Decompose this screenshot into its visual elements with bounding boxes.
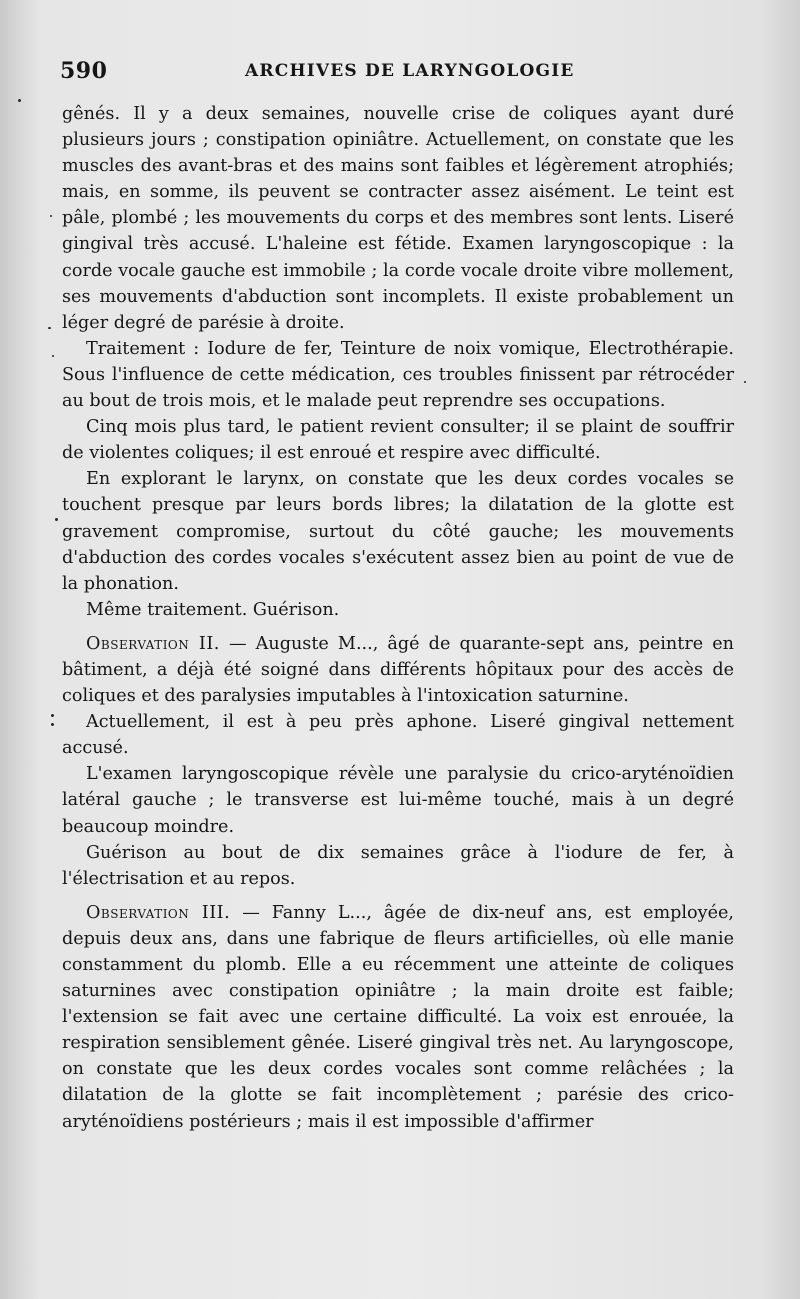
paragraph-recovery: Guérison au bout de dix semaines grâce à l'iodure de fer, à l'électrisation et au repos.: [62, 842, 734, 889]
print-speck: [744, 381, 746, 383]
paragraph-continuation: gênés. Il y a deux semaines, nouvelle crise de coliques ayant duré plusieurs jours ; constipation opiniâtre. Actuellement, on constate que les muscles des avant-bras et des mains sont faibles et légèrement atrophiés; mais, en somme, ils peuvent se contracter assez aisément. Le teint est pâle, plombé ; les mouvements du corps et des membres sont lents. Liseré gingival très accusé. L'haleine est fétide. Examen laryngoscopique : la corde vocale gauche est immobile ; la corde vocale droite vibre mollement, ses mouvements d'abduction sont incomplets. Il existe probablement un léger degré de parésie à droite.: [62, 104, 734, 333]
observation-2-heading: Observation II.: [86, 633, 220, 654]
observation-3-heading: Observation III.: [86, 902, 231, 923]
paragraph-treatment: Traitement : Iodure de fer, Teinture de noix vomique, Electrothérapie. Sous l'influence de cette médication, ces troubles finissent par rétrocéder au bout de trois mois, et le malade peut reprendre ses occupations.: [62, 338, 734, 412]
journal-title: ARCHIVES DE LARYNGOLOGIE: [245, 61, 575, 81]
page-number: 590: [60, 58, 108, 84]
observation-3-text: — Fanny L..., âgée de dix-neuf ans, est employée, depuis deux ans, dans une fabrique de fleurs artificielles, où elle manie constamment du plomb. Elle a eu récemment une atteinte de coliques saturnines avec constipation opiniâtre ; la main droite est faible; l'extension se fait avec une certaine difficulté. La voix est enrouée, la respiration sensiblement gênée. Liseré gingival très net. Au laryngoscope, on constate que les deux cordes vocales sont comme relâchées ; la dilatation de la glotte se fait incomplètement ; parésie des crico-aryténoïdiens postérieurs ; mais il est impossible d'affirmer: [62, 902, 734, 1132]
paragraph-outcome: Même traitement. Guérison.: [86, 599, 340, 620]
paragraph-aphonia: Actuellement, il est à peu près aphone. Liseré gingival nettement accusé.: [62, 712, 734, 759]
paragraph-relapse: Cinq mois plus tard, le patient revient consulter; il se plaint de souffrir de violentes coliques; il est enroué et respire avec difficulté.: [62, 417, 734, 464]
print-speck: [51, 723, 54, 726]
paragraph-larynx-exam: En explorant le larynx, on constate que les deux cordes vocales se touchent presque par leurs bords libres; la dilatation de la glotte est gravement compromise, surtout du côté gauche; les mouvements d'abduction des cordes vocales s'exécutent assez bien au point de vue de la phonation.: [62, 469, 734, 594]
print-speck: [55, 518, 58, 521]
observation-2: [62, 631, 734, 709]
print-speck: [50, 215, 52, 217]
paragraph-laryngoscopic-exam: L'examen laryngoscopique révèle une paralysie du crico-aryténoïdien latéral gauche ; le transverse est lui-même touché, mais à un degré beaucoup moindre.: [62, 764, 734, 837]
print-speck: [18, 99, 21, 102]
article-body: [62, 101, 734, 1135]
observation-2-text: — Auguste M..., âgé de quarante-sept ans, peintre en bâtiment, a déjà été soigné dans différents hôpitaux pour des accès de coliques et des paralysies imputables à l'intoxication saturnine.: [62, 633, 735, 707]
running-head: [60, 58, 740, 86]
print-speck: [51, 714, 54, 717]
observation-3: [62, 900, 734, 1135]
print-speck: [52, 355, 54, 357]
print-speck: [48, 327, 51, 329]
